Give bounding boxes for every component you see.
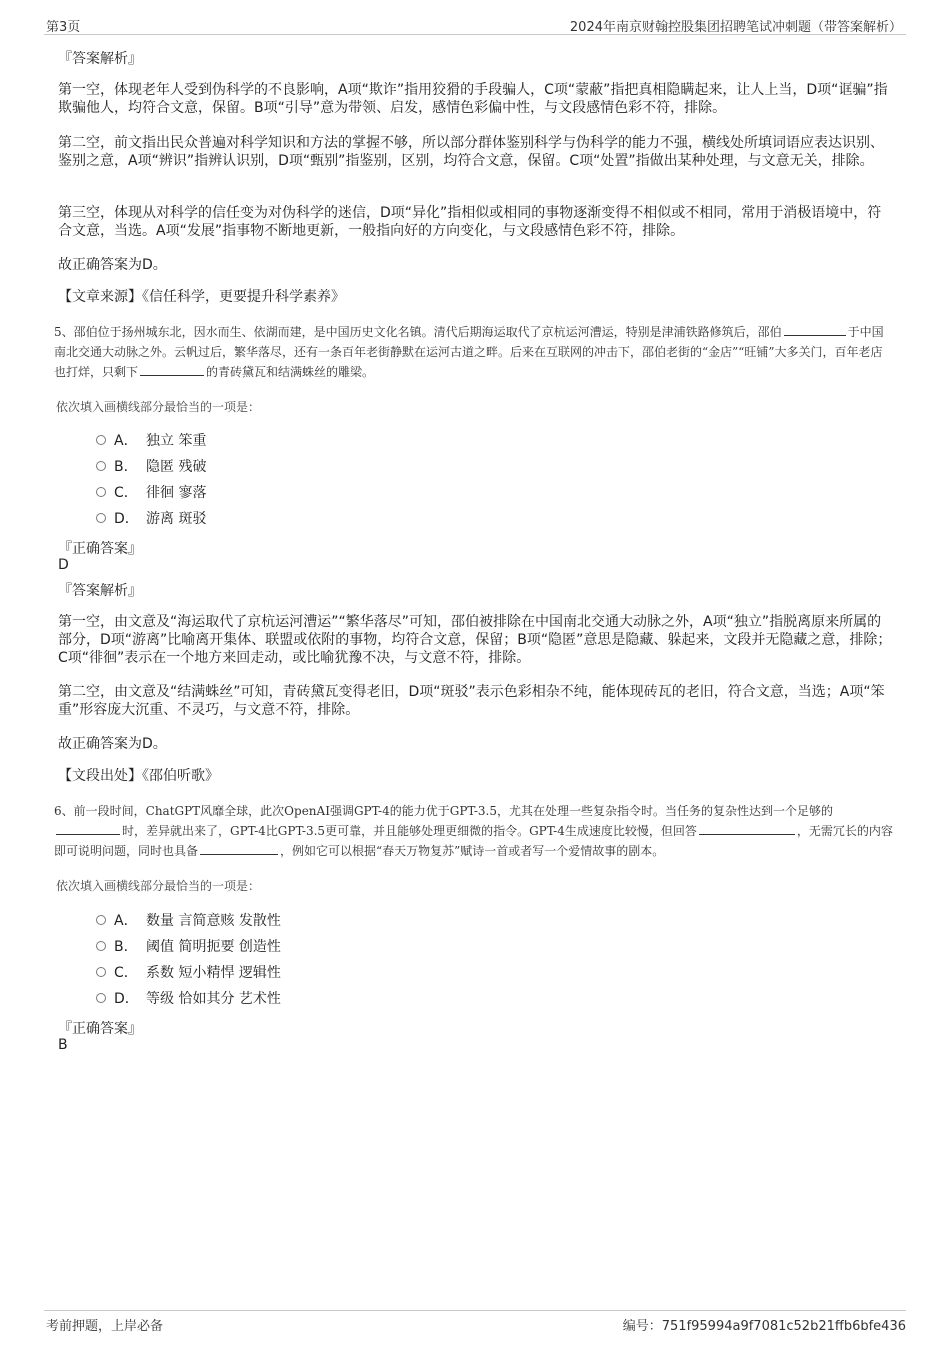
- q5-option-d[interactable]: D． 游离 斑驳: [96, 509, 206, 529]
- q4-analysis-label: 『答案解析』: [58, 51, 142, 67]
- radio-icon[interactable]: [96, 915, 106, 925]
- radio-icon[interactable]: [96, 967, 106, 977]
- q4-analysis-p2: 第二空，前文指出民众普遍对科学知识和方法的掌握不够，所以部分群体鉴别科学与伪科学的能力不强，横线处所填词语应表达识别、鉴别之意，A项“辨识”指辨认识别，D项“甄别”指鉴别，区别，均符合文意，保留。C项“处置”指做出某种处理，与文意无关，排除。: [58, 135, 884, 169]
- radio-icon[interactable]: [96, 487, 106, 497]
- q5-question: 5、邵伯位于扬州城东北，因水而生、依湖而建，是中国历史文化名镇。清代后期海运取代了京杭运河漕运，特别是津浦铁路修筑后，邵伯 于中国南北交通大动脉之外。云帆过后，繁华落尽，还有一条百年老街静默在运河古道之畔。后来在互联网的冲击下，邵伯老街的“金店”“旺铺”大多关门，百年老店也打烊，只剩下 的青砖黛瓦和结满蛛丝的雕梁。: [54, 325, 884, 379]
- q6-blank-2: [699, 822, 795, 835]
- q6-instruction: 依次填入画横线部分最恰当的一项是：: [56, 879, 261, 893]
- radio-icon[interactable]: [96, 461, 106, 471]
- q6-option-c[interactable]: C． 系数 短小精悍 逻辑性: [96, 963, 281, 983]
- q6-question: 6、前一段时间，ChatGPT风靡全球，此次OpenAI强调GPT-4的能力优于GPT-3.5，尤其在处理一些复杂指令时。当任务的复杂性达到一个足够的时，差异就出来了，GPT-4比GPT-3.5更可靠，并且能够处理更细微的指令。GPT-4生成速度比较慢，但回答 ，无需冗长的内容即可说明问题，同时也具备 ，例如它可以根据“春天万物复苏”赋诗一首或者写一个爱情故事的剧本。: [54, 804, 893, 858]
- q5-conclusion: 故正确答案为D。: [58, 736, 167, 752]
- footer-slogan: 考前押题，上岸必备: [46, 1319, 164, 1334]
- page-number: 第3页: [46, 20, 81, 35]
- q4-source: 【文章来源】《信任科学，更要提升科学素养》: [58, 289, 345, 305]
- q6-option-a[interactable]: A． 数量 言简意赅 发散性: [96, 911, 281, 931]
- q5-option-b[interactable]: B． 隐匿 残破: [96, 457, 206, 477]
- q5-analysis-p1: 第一空，由文意及“海运取代了京杭运河漕运”“繁华落尽”可知，邵伯被排除在中国南北交通大动脉之外，A项“独立”指脱离原来所属的部分，D项“游离”比喻离开集体、联盟或依附的事物，均符合文意，保留；B项“隐匿”意思是隐藏、躲起来，文段并无隐藏之意，排除；C项“徘徊”表示在一个地方来回走动，或比喻犹豫不决，与文意不符，排除。: [58, 614, 892, 666]
- q6-answer: B: [58, 1037, 68, 1053]
- q5-source: 【文段出处】《邵伯听歌》: [58, 768, 219, 784]
- q6-option-d[interactable]: D． 等级 恰如其分 艺术性: [96, 989, 281, 1009]
- q5-answer: D: [58, 557, 69, 573]
- q6-option-b[interactable]: B． 阈值 简明扼要 创造性: [96, 937, 281, 957]
- q5-blank-1: [784, 323, 846, 336]
- q4-conclusion: 故正确答案为D。: [58, 257, 167, 273]
- document-title: 2024年南京财翰控股集团招聘笔试冲刺题（带答案解析）: [569, 20, 902, 35]
- page-header: [44, 14, 906, 35]
- q5-answer-label: 『正确答案』: [58, 541, 142, 557]
- radio-icon[interactable]: [96, 513, 106, 523]
- radio-icon[interactable]: [96, 993, 106, 1003]
- q4-analysis-p1: 第一空，体现老年人受到伪科学的不良影响，A项“欺诈”指用狡猾的手段骗人，C项“蒙蔽”指把真相隐瞒起来，让人上当，D项“诓骗”指欺骗他人，均符合文意，保留。B项“引导”意为带领、启发，感情色彩偏中性，与文段感情色彩不符，排除。: [58, 82, 888, 116]
- q5-analysis-label: 『答案解析』: [58, 583, 142, 599]
- q6-blank-3: [200, 842, 278, 855]
- q5-instruction: 依次填入画横线部分最恰当的一项是：: [56, 400, 261, 414]
- radio-icon[interactable]: [96, 435, 106, 445]
- q5-analysis-p2: 第二空，由文意及“结满蛛丝”可知，青砖黛瓦变得老旧，D项“斑驳”表示色彩相杂不纯，能体现砖瓦的老旧，符合文意，当选；A项“笨重”形容庞大沉重、不灵巧，与文意不符，排除。: [58, 684, 885, 718]
- q5-blank-2: [140, 363, 204, 376]
- page-footer: [44, 1310, 906, 1333]
- q6-answer-label: 『正确答案』: [58, 1021, 142, 1037]
- q5-option-a[interactable]: A． 独立 笨重: [96, 431, 206, 451]
- q4-analysis-p3: 第三空，体现从对科学的信任变为对伪科学的迷信，D项“异化”指相似或相同的事物逐渐变得不相似或不相同，常用于消极语境中，符合文意，当选。A项“发展”指事物不断地更新，一般指向好的方向变化，与文段感情色彩不符，排除。: [58, 205, 882, 239]
- q5-option-c[interactable]: C． 徘徊 寥落: [96, 483, 206, 503]
- radio-icon[interactable]: [96, 941, 106, 951]
- q6-blank-1: [56, 822, 120, 835]
- document-code: 编号：751f95994a9f7081c52b21ffb6bfe436: [622, 1319, 906, 1334]
